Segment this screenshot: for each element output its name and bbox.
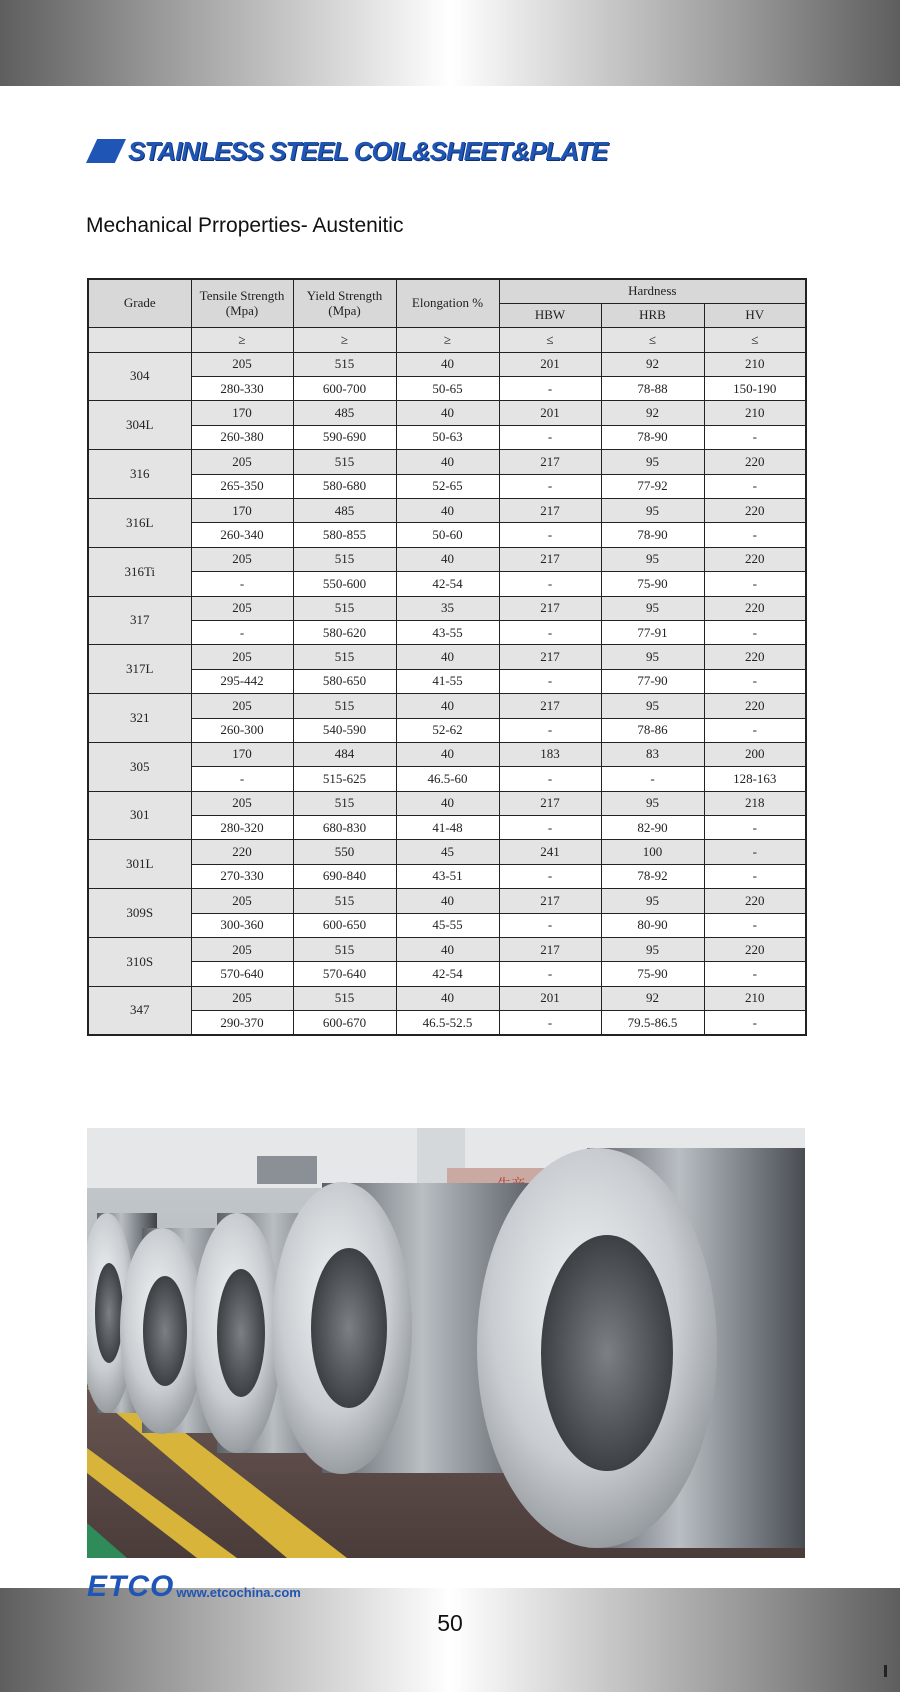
section-title (86, 135, 608, 166)
range-value-cell: - (191, 620, 293, 644)
min-value-cell: 515 (293, 547, 396, 571)
range-value-cell: 78-86 (601, 718, 704, 742)
range-value-cell: 570-640 (191, 962, 293, 986)
min-value-cell: 217 (499, 450, 601, 474)
min-value-cell: 205 (191, 596, 293, 620)
header-elongation: Elongation % (396, 279, 499, 328)
range-value-cell: 550-600 (293, 572, 396, 596)
min-value-cell: 205 (191, 889, 293, 913)
table-row (88, 791, 806, 815)
table-row (88, 889, 806, 913)
range-value-cell: - (704, 864, 806, 888)
table-row (88, 499, 806, 523)
grade-cell: 321 (88, 694, 191, 743)
table-row (88, 840, 806, 864)
min-value-cell: 100 (601, 840, 704, 864)
min-value-cell: 550 (293, 840, 396, 864)
min-value-cell: 95 (601, 791, 704, 815)
min-value-cell: 92 (601, 986, 704, 1010)
footer-brand (87, 1572, 301, 1602)
min-value-cell: 200 (704, 742, 806, 766)
range-value-cell: 79.5-86.5 (601, 1011, 704, 1035)
comparator-cell: ≤ (704, 328, 806, 352)
table-row (88, 742, 806, 766)
min-value-cell: 170 (191, 401, 293, 425)
range-value-cell: 290-370 (191, 1011, 293, 1035)
comparator-row (88, 328, 806, 352)
range-value-cell: 77-92 (601, 474, 704, 498)
min-value-cell: 40 (396, 694, 499, 718)
range-value-cell: 42-54 (396, 572, 499, 596)
min-value-cell: 40 (396, 742, 499, 766)
grade-cell: 309S (88, 889, 191, 938)
range-value-cell: - (601, 767, 704, 791)
range-value-cell: 265-350 (191, 474, 293, 498)
range-value-cell: 43-51 (396, 864, 499, 888)
min-value-cell: 205 (191, 694, 293, 718)
range-value-cell: - (704, 620, 806, 644)
min-value-cell: - (704, 840, 806, 864)
range-value-cell: 80-90 (601, 913, 704, 937)
grade-cell: 316 (88, 450, 191, 499)
range-value-cell: - (191, 572, 293, 596)
min-value-cell: 220 (191, 840, 293, 864)
steel-coil-front-right (477, 1148, 805, 1548)
min-value-cell: 515 (293, 986, 396, 1010)
grade-cell: 317 (88, 596, 191, 645)
min-value-cell: 40 (396, 450, 499, 474)
grade-cell: 304 (88, 352, 191, 401)
min-value-cell: 40 (396, 547, 499, 571)
range-value-cell: 46.5-52.5 (396, 1011, 499, 1035)
table-row (88, 377, 806, 401)
table-row (88, 572, 806, 596)
min-value-cell: 205 (191, 352, 293, 376)
min-value-cell: 217 (499, 596, 601, 620)
min-value-cell: 220 (704, 938, 806, 962)
range-value-cell: 600-700 (293, 377, 396, 401)
range-value-cell: - (499, 377, 601, 401)
range-value-cell: 77-91 (601, 620, 704, 644)
range-value-cell: 600-650 (293, 913, 396, 937)
corner-mark (884, 1665, 887, 1677)
page-number: 50 (437, 1610, 463, 1636)
min-value-cell: 220 (704, 645, 806, 669)
table-row (88, 547, 806, 571)
min-value-cell: 217 (499, 645, 601, 669)
comparator-cell: ≥ (293, 328, 396, 352)
min-value-cell: 217 (499, 889, 601, 913)
range-value-cell: - (499, 962, 601, 986)
range-value-cell: 260-300 (191, 718, 293, 742)
grade-cell: 310S (88, 938, 191, 987)
range-value-cell: 52-65 (396, 474, 499, 498)
range-value-cell: 590-690 (293, 425, 396, 449)
min-value-cell: 170 (191, 742, 293, 766)
min-value-cell: 220 (704, 694, 806, 718)
range-value-cell: - (704, 1011, 806, 1035)
min-value-cell: 40 (396, 401, 499, 425)
min-value-cell: 515 (293, 694, 396, 718)
grade-cell: 301L (88, 840, 191, 889)
min-value-cell: 40 (396, 938, 499, 962)
min-value-cell: 515 (293, 645, 396, 669)
range-value-cell: - (499, 913, 601, 937)
min-value-cell: 515 (293, 889, 396, 913)
min-value-cell: 220 (704, 499, 806, 523)
range-value-cell: 580-680 (293, 474, 396, 498)
range-value-cell: 77-90 (601, 669, 704, 693)
header-tensile-unit: (Mpa) (225, 302, 259, 318)
min-value-cell: 35 (396, 596, 499, 620)
range-value-cell: 45-55 (396, 913, 499, 937)
range-value-cell: 680-830 (293, 816, 396, 840)
header-grade: Grade (88, 279, 191, 328)
range-value-cell: 50-65 (396, 377, 499, 401)
range-value-cell: 280-330 (191, 377, 293, 401)
table-row (88, 986, 806, 1010)
min-value-cell: 205 (191, 450, 293, 474)
table-row (88, 645, 806, 669)
min-value-cell: 205 (191, 938, 293, 962)
range-value-cell: 46.5-60 (396, 767, 499, 791)
range-value-cell: 50-60 (396, 523, 499, 547)
header-yield-unit: (Mpa) (328, 302, 361, 318)
min-value-cell: 241 (499, 840, 601, 864)
header-hrb: HRB (601, 303, 704, 327)
min-value-cell: 210 (704, 401, 806, 425)
table-row (88, 474, 806, 498)
range-value-cell: 600-670 (293, 1011, 396, 1035)
min-value-cell: 217 (499, 547, 601, 571)
range-value-cell: 78-90 (601, 523, 704, 547)
min-value-cell: 217 (499, 938, 601, 962)
min-value-cell: 217 (499, 791, 601, 815)
range-value-cell: - (704, 669, 806, 693)
range-value-cell: - (704, 718, 806, 742)
min-value-cell: 40 (396, 645, 499, 669)
table-row (88, 694, 806, 718)
header-tensile-label: Tensile Strength (199, 288, 285, 304)
range-value-cell: - (704, 913, 806, 937)
range-value-cell: 41-48 (396, 816, 499, 840)
min-value-cell: 40 (396, 791, 499, 815)
header-hv: HV (704, 303, 806, 327)
min-value-cell: 40 (396, 889, 499, 913)
min-value-cell: 95 (601, 547, 704, 571)
min-value-cell: 205 (191, 986, 293, 1010)
table-row (88, 450, 806, 474)
comparator-cell: ≤ (499, 328, 601, 352)
min-value-cell: 485 (293, 499, 396, 523)
min-value-cell: 515 (293, 352, 396, 376)
range-value-cell: 540-590 (293, 718, 396, 742)
min-value-cell: 92 (601, 352, 704, 376)
header-yield-label: Yield Strength (306, 288, 383, 304)
comparator-cell: ≥ (191, 328, 293, 352)
grade-cell: 317L (88, 645, 191, 694)
range-value-cell: - (499, 767, 601, 791)
min-value-cell: 95 (601, 889, 704, 913)
min-value-cell: 201 (499, 986, 601, 1010)
min-value-cell: 210 (704, 986, 806, 1010)
min-value-cell: 205 (191, 645, 293, 669)
range-value-cell: 260-380 (191, 425, 293, 449)
range-value-cell: 580-650 (293, 669, 396, 693)
table-row (88, 816, 806, 840)
steel-coils-photo (87, 1128, 805, 1558)
range-value-cell: 82-90 (601, 816, 704, 840)
table-row (88, 938, 806, 962)
table-row (88, 352, 806, 376)
grade-cell: 304L (88, 401, 191, 450)
table-row (88, 1011, 806, 1035)
comparator-empty-cell (88, 328, 191, 352)
table-row (88, 767, 806, 791)
range-value-cell: - (499, 474, 601, 498)
min-value-cell: 220 (704, 450, 806, 474)
range-value-cell: - (499, 1011, 601, 1035)
table-row (88, 718, 806, 742)
range-value-cell: 75-90 (601, 962, 704, 986)
min-value-cell: 220 (704, 889, 806, 913)
grade-cell: 305 (88, 742, 191, 791)
min-value-cell: 217 (499, 694, 601, 718)
range-value-cell: 50-63 (396, 425, 499, 449)
min-value-cell: 170 (191, 499, 293, 523)
comparator-cell: ≤ (601, 328, 704, 352)
table-row (88, 913, 806, 937)
website-url[interactable]: www.etcochina.com (176, 1585, 301, 1600)
grade-cell: 316L (88, 499, 191, 548)
min-value-cell: 95 (601, 645, 704, 669)
mechanical-properties-table (87, 278, 807, 1036)
range-value-cell: 78-90 (601, 425, 704, 449)
range-value-cell: - (704, 523, 806, 547)
range-value-cell: 580-855 (293, 523, 396, 547)
min-value-cell: 515 (293, 596, 396, 620)
grade-cell: 347 (88, 986, 191, 1035)
range-value-cell: - (499, 620, 601, 644)
min-value-cell: 515 (293, 938, 396, 962)
range-value-cell: - (499, 669, 601, 693)
title-parallelogram-icon (86, 139, 126, 163)
range-value-cell: 570-640 (293, 962, 396, 986)
table-row (88, 669, 806, 693)
table-row (88, 962, 806, 986)
min-value-cell: 40 (396, 499, 499, 523)
grade-cell: 301 (88, 791, 191, 840)
range-value-cell: 270-330 (191, 864, 293, 888)
header-yield-strength (293, 279, 396, 328)
range-value-cell: 128-163 (704, 767, 806, 791)
min-value-cell: 95 (601, 596, 704, 620)
top-gradient-band (0, 0, 900, 86)
range-value-cell: 75-90 (601, 572, 704, 596)
min-value-cell: 205 (191, 791, 293, 815)
min-value-cell: 205 (191, 547, 293, 571)
range-value-cell: 280-320 (191, 816, 293, 840)
min-value-cell: 95 (601, 938, 704, 962)
range-value-cell: 260-340 (191, 523, 293, 547)
range-value-cell: 150-190 (704, 377, 806, 401)
min-value-cell: 83 (601, 742, 704, 766)
range-value-cell: 515-625 (293, 767, 396, 791)
min-value-cell: 210 (704, 352, 806, 376)
min-value-cell: 201 (499, 401, 601, 425)
range-value-cell: 78-92 (601, 864, 704, 888)
range-value-cell: - (499, 425, 601, 449)
table-row (88, 620, 806, 644)
range-value-cell: 52-62 (396, 718, 499, 742)
min-value-cell: 45 (396, 840, 499, 864)
range-value-cell: - (704, 474, 806, 498)
range-value-cell: - (704, 962, 806, 986)
table-row (88, 596, 806, 620)
range-value-cell: 78-88 (601, 377, 704, 401)
table-row (88, 864, 806, 888)
min-value-cell: 40 (396, 986, 499, 1010)
min-value-cell: 220 (704, 547, 806, 571)
grade-cell: 316Ti (88, 547, 191, 596)
min-value-cell: 484 (293, 742, 396, 766)
table-row (88, 401, 806, 425)
min-value-cell: 485 (293, 401, 396, 425)
etco-logo: ETCO (87, 1570, 175, 1603)
min-value-cell: 92 (601, 401, 704, 425)
factory-window (257, 1156, 317, 1184)
range-value-cell: - (191, 767, 293, 791)
min-value-cell: 515 (293, 791, 396, 815)
min-value-cell: 201 (499, 352, 601, 376)
range-value-cell: 43-55 (396, 620, 499, 644)
header-hardness: Hardness (499, 279, 806, 303)
table-subtitle: Mechanical Prroperties- Austenitic (86, 214, 404, 237)
min-value-cell: 95 (601, 694, 704, 718)
min-value-cell: 220 (704, 596, 806, 620)
range-value-cell: - (499, 572, 601, 596)
range-value-cell: - (499, 816, 601, 840)
section-title-text: STAINLESS STEEL COIL&SHEET&PLATE (128, 135, 608, 166)
range-value-cell: - (499, 864, 601, 888)
range-value-cell: 300-360 (191, 913, 293, 937)
min-value-cell: 218 (704, 791, 806, 815)
steel-coils-illustration (87, 1128, 805, 1558)
range-value-cell: 295-442 (191, 669, 293, 693)
min-value-cell: 95 (601, 450, 704, 474)
min-value-cell: 183 (499, 742, 601, 766)
range-value-cell: 42-54 (396, 962, 499, 986)
min-value-cell: 40 (396, 352, 499, 376)
range-value-cell: - (704, 816, 806, 840)
range-value-cell: - (704, 572, 806, 596)
header-tensile-strength (191, 279, 293, 328)
range-value-cell: - (499, 718, 601, 742)
min-value-cell: 217 (499, 499, 601, 523)
range-value-cell: 580-620 (293, 620, 396, 644)
bottom-gradient-band (0, 1588, 900, 1692)
min-value-cell: 515 (293, 450, 396, 474)
table-row (88, 425, 806, 449)
range-value-cell: - (499, 523, 601, 547)
range-value-cell: - (704, 425, 806, 449)
range-value-cell: 41-55 (396, 669, 499, 693)
comparator-cell: ≥ (396, 328, 499, 352)
range-value-cell: 690-840 (293, 864, 396, 888)
min-value-cell: 95 (601, 499, 704, 523)
table-row (88, 523, 806, 547)
header-hbw: HBW (499, 303, 601, 327)
